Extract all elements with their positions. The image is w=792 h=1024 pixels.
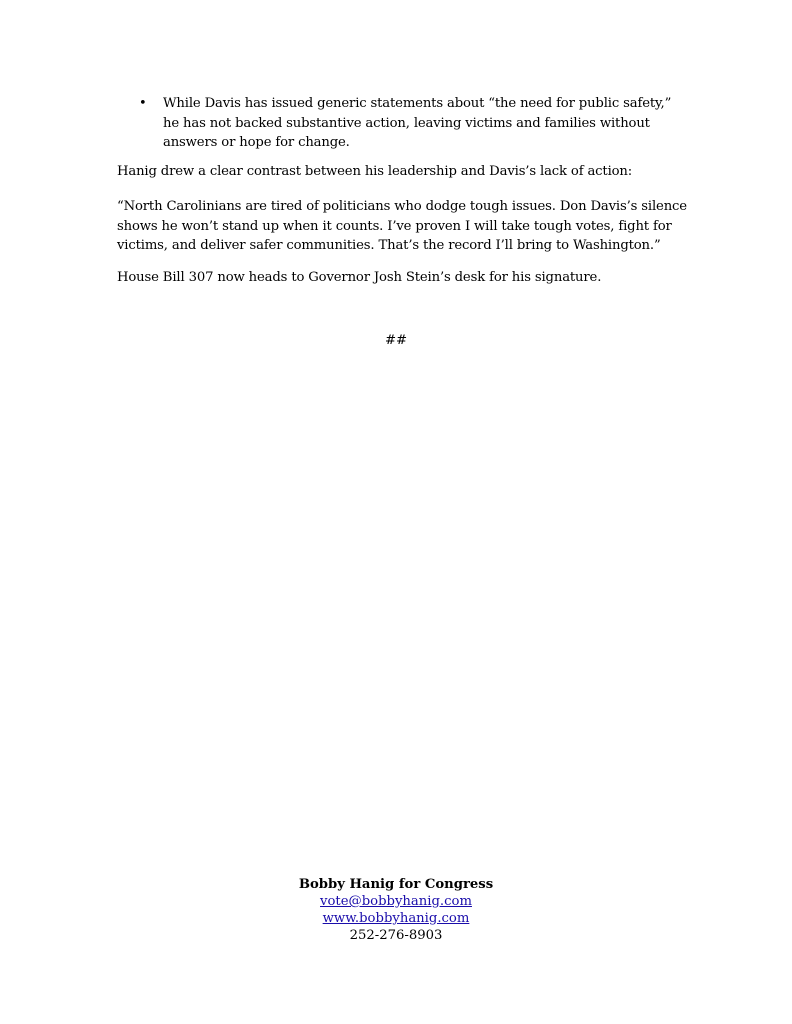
bullet-text: While Davis has issued generic statements about “the need for public safety,” he has not backed substantive action, leaving victims and families without answers or hope for change. (163, 96, 672, 150)
quote-paragraph: “North Carolinians are tired of politicians who dodge tough issues. Don Davis’s silence shows he won’t stand up when it counts. I’ve proven I will take tough votes, fight for victims, and deliver safer communities. That’s the record I’ll bring to Washington.” (117, 199, 687, 253)
contrast-paragraph: Hanig drew a clear contrast between his leadership and Davis’s lack of action: (117, 164, 633, 179)
contact-footer (0, 876, 792, 944)
bullet-icon: • (139, 96, 147, 111)
bullet-list (117, 94, 687, 153)
footer-organization: Bobby Hanig for Congress (298, 877, 494, 892)
end-of-release-mark: ## (384, 333, 408, 348)
bullet-item (117, 94, 687, 153)
footer-website-link[interactable]: www.bobbyhanig.com (322, 911, 470, 926)
bill-status-paragraph: House Bill 307 now heads to Governor Josh Stein’s desk for his signature. (117, 270, 602, 285)
footer-phone: 252-276-8903 (349, 928, 443, 943)
footer-email-link[interactable]: vote@bobbyhanig.com (320, 894, 472, 909)
